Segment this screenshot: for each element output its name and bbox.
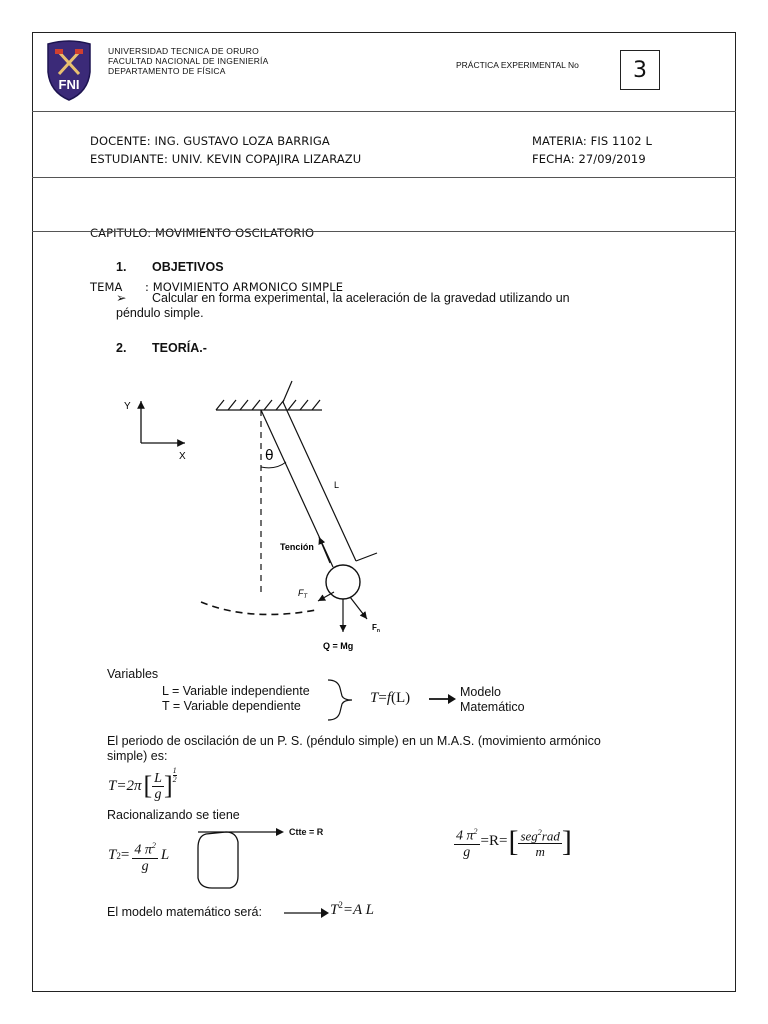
function-relation: T=f(L) [370, 690, 411, 706]
ctte-label: Ctte = R [289, 827, 324, 837]
tangential-force-arrow [318, 592, 334, 601]
practice-label: PRÁCTICA EXPERIMENTAL No [456, 60, 579, 70]
ceiling-support [216, 400, 322, 410]
practice-number: 3 [620, 50, 660, 90]
brace-icon [326, 678, 366, 722]
teoria-number: 2. [116, 341, 127, 355]
estudiante: ESTUDIANTE: UNIV. KEVIN COPAJIRA LIZARAZU [90, 152, 362, 166]
highlight-box [190, 826, 290, 896]
weight-label: Q = Mg [323, 641, 354, 651]
variables-title: Variables [107, 667, 159, 681]
length-label: L [334, 480, 340, 490]
objetivos-number: 1. [116, 260, 127, 274]
independent-variable: L = Variable independiente [162, 684, 310, 698]
axis-y-label: Y [124, 401, 131, 412]
objetivo-line-1: Calcular en forma experimental, la aceleración de la gravedad utilizando un [152, 291, 570, 305]
arrow-right-icon [283, 907, 331, 919]
fn-label: $F_n$ [372, 623, 380, 634]
period-text-line-1: El periodo de oscilación de un P. S. (péndulo simple) en un M.A.S. (movimiento armónico [107, 734, 601, 748]
materia: MATERIA: FIS 1102 L [532, 134, 652, 148]
axis-x-label: X [179, 451, 186, 462]
objetivos-heading: OBJETIVOS [152, 260, 224, 274]
theta-label: θ [265, 448, 274, 464]
docente: DOCENTE: ING. GUSTAVO LOZA BARRIGA [90, 134, 330, 148]
faculty-name: FACULTAD NACIONAL DE INGENIERÍA [108, 56, 269, 66]
pendulum-rod [261, 381, 377, 567]
period-text-line-2: simple) es: [107, 749, 168, 763]
normal-force-arrow [350, 597, 367, 619]
rationalized-text: Racionalizando se tiene [107, 808, 240, 822]
logo-text: FNI [58, 77, 80, 92]
modelo-line-2: Matemático [460, 700, 525, 714]
arrow-right-icon [428, 693, 458, 705]
bullet-icon: ➢ [116, 291, 127, 305]
tension-arrow [319, 537, 330, 563]
tema: TEMA : MOVIMIENTO ARMONICO SIMPLE [90, 280, 344, 294]
model-text: El modelo matemático será: [107, 905, 262, 919]
department-name: DEPARTAMENTO DE FÍSICA [108, 66, 226, 76]
rationalized-formula: T 2 = $\frac{4 \pi^2}{g}$ L [108, 838, 169, 874]
r-formula: $\frac{4 \pi^2}{g}$ =R= [ $\frac{seg^2rad}{m}$ ] [456, 824, 572, 860]
modelo-label [460, 685, 525, 715]
ft-label: $F_T$ [298, 588, 308, 600]
swing-path [201, 602, 316, 615]
model-formula: $T^2=A$ L [330, 900, 374, 918]
axes-icon [141, 401, 185, 443]
objetivo-line-2: péndulo simple. [116, 306, 204, 320]
dependent-variable: T = Variable dependiente [162, 699, 301, 713]
capitulo: CAPITULO: MOVIMIENTO OSCILATORIO [90, 226, 315, 240]
period-formula: T=2π [ $\frac{L}{g}$ ] 1 2 [108, 766, 177, 802]
tension-label: Tención [280, 542, 314, 552]
university-name: UNIVERSIDAD TECNICA DE ORURO [108, 46, 259, 56]
teoria-heading: TEORÍA.- [152, 341, 207, 355]
fecha: FECHA: 27/09/2019 [532, 152, 646, 166]
modelo-line-1: Modelo [460, 685, 501, 699]
